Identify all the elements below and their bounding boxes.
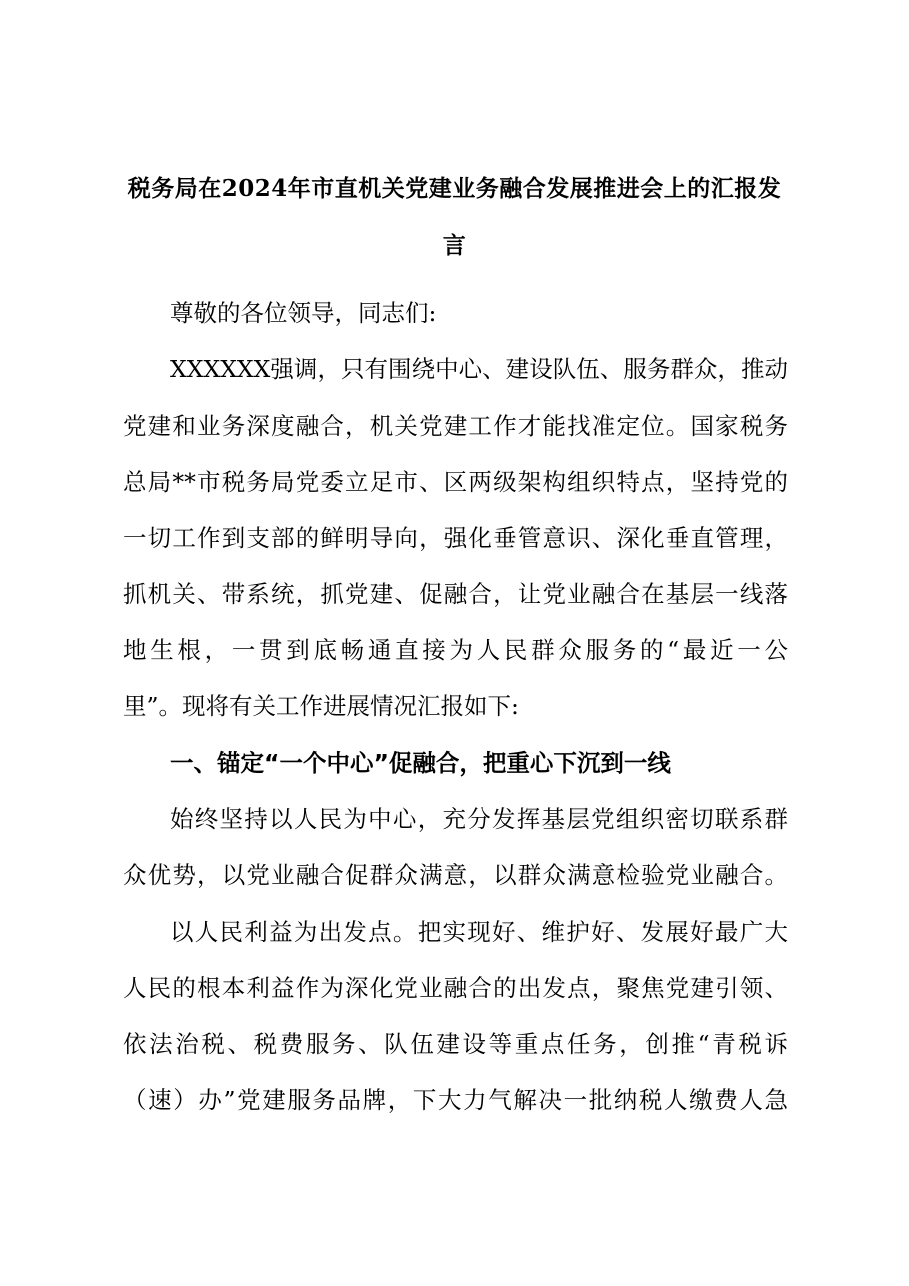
section-1-paragraph-2-line: 依法治税、税费服务、队伍建设等重点任务，创推“青税诉 bbox=[123, 1030, 788, 1058]
document-title-line-1: 税务局在2024年市直机关党建业务融合发展推进会上的汇报发 bbox=[127, 175, 782, 202]
section-1-heading: 一、锚定“一个中心”促融合，把重心下沉到一线 bbox=[170, 749, 671, 777]
greeting: 尊敬的各位领导，同志们: bbox=[170, 299, 437, 327]
section-1-paragraph-2-line: 以人民利益为出发点。把实现好、维护好、发展好最广大 bbox=[170, 918, 788, 946]
section-1-paragraph-1-line: 众优势，以党业融合促群众满意，以群众满意检验党业融合。 bbox=[123, 861, 788, 889]
intro-line: 抓机关、带系统，抓党建、促融合，让党业融合在基层一线落 bbox=[123, 580, 788, 608]
section-1-paragraph-2-line: （速）办”党建服务品牌，下大力气解决一批纳税人缴费人急 bbox=[123, 1086, 788, 1114]
intro-line: 总局**市税务局党委立足市、区两级架构组织特点，坚持党的 bbox=[123, 468, 788, 496]
intro-line: XXXXXX强调，只有围绕中心、建设队伍、服务群众，推动 bbox=[170, 355, 788, 383]
section-1-paragraph-1-line: 始终坚持以人民为中心，充分发挥基层党组织密切联系群 bbox=[170, 805, 788, 833]
section-1-paragraph-2-line: 人民的根本利益作为深化党业融合的出发点，聚焦党建引领、 bbox=[123, 974, 788, 1002]
intro-line: 党建和业务深度融合，机关党建工作才能找准定位。国家税务 bbox=[123, 412, 788, 440]
intro-line: 一切工作到支部的鲜明导向，强化垂管意识、深化垂直管理， bbox=[123, 524, 788, 552]
intro-line: 里”。现将有关工作进展情况汇报如下: bbox=[123, 692, 519, 720]
document-title-line-2: 言 bbox=[442, 232, 467, 259]
intro-line: 地生根，一贯到底畅通直接为人民群众服务的“最近一公 bbox=[123, 636, 788, 664]
